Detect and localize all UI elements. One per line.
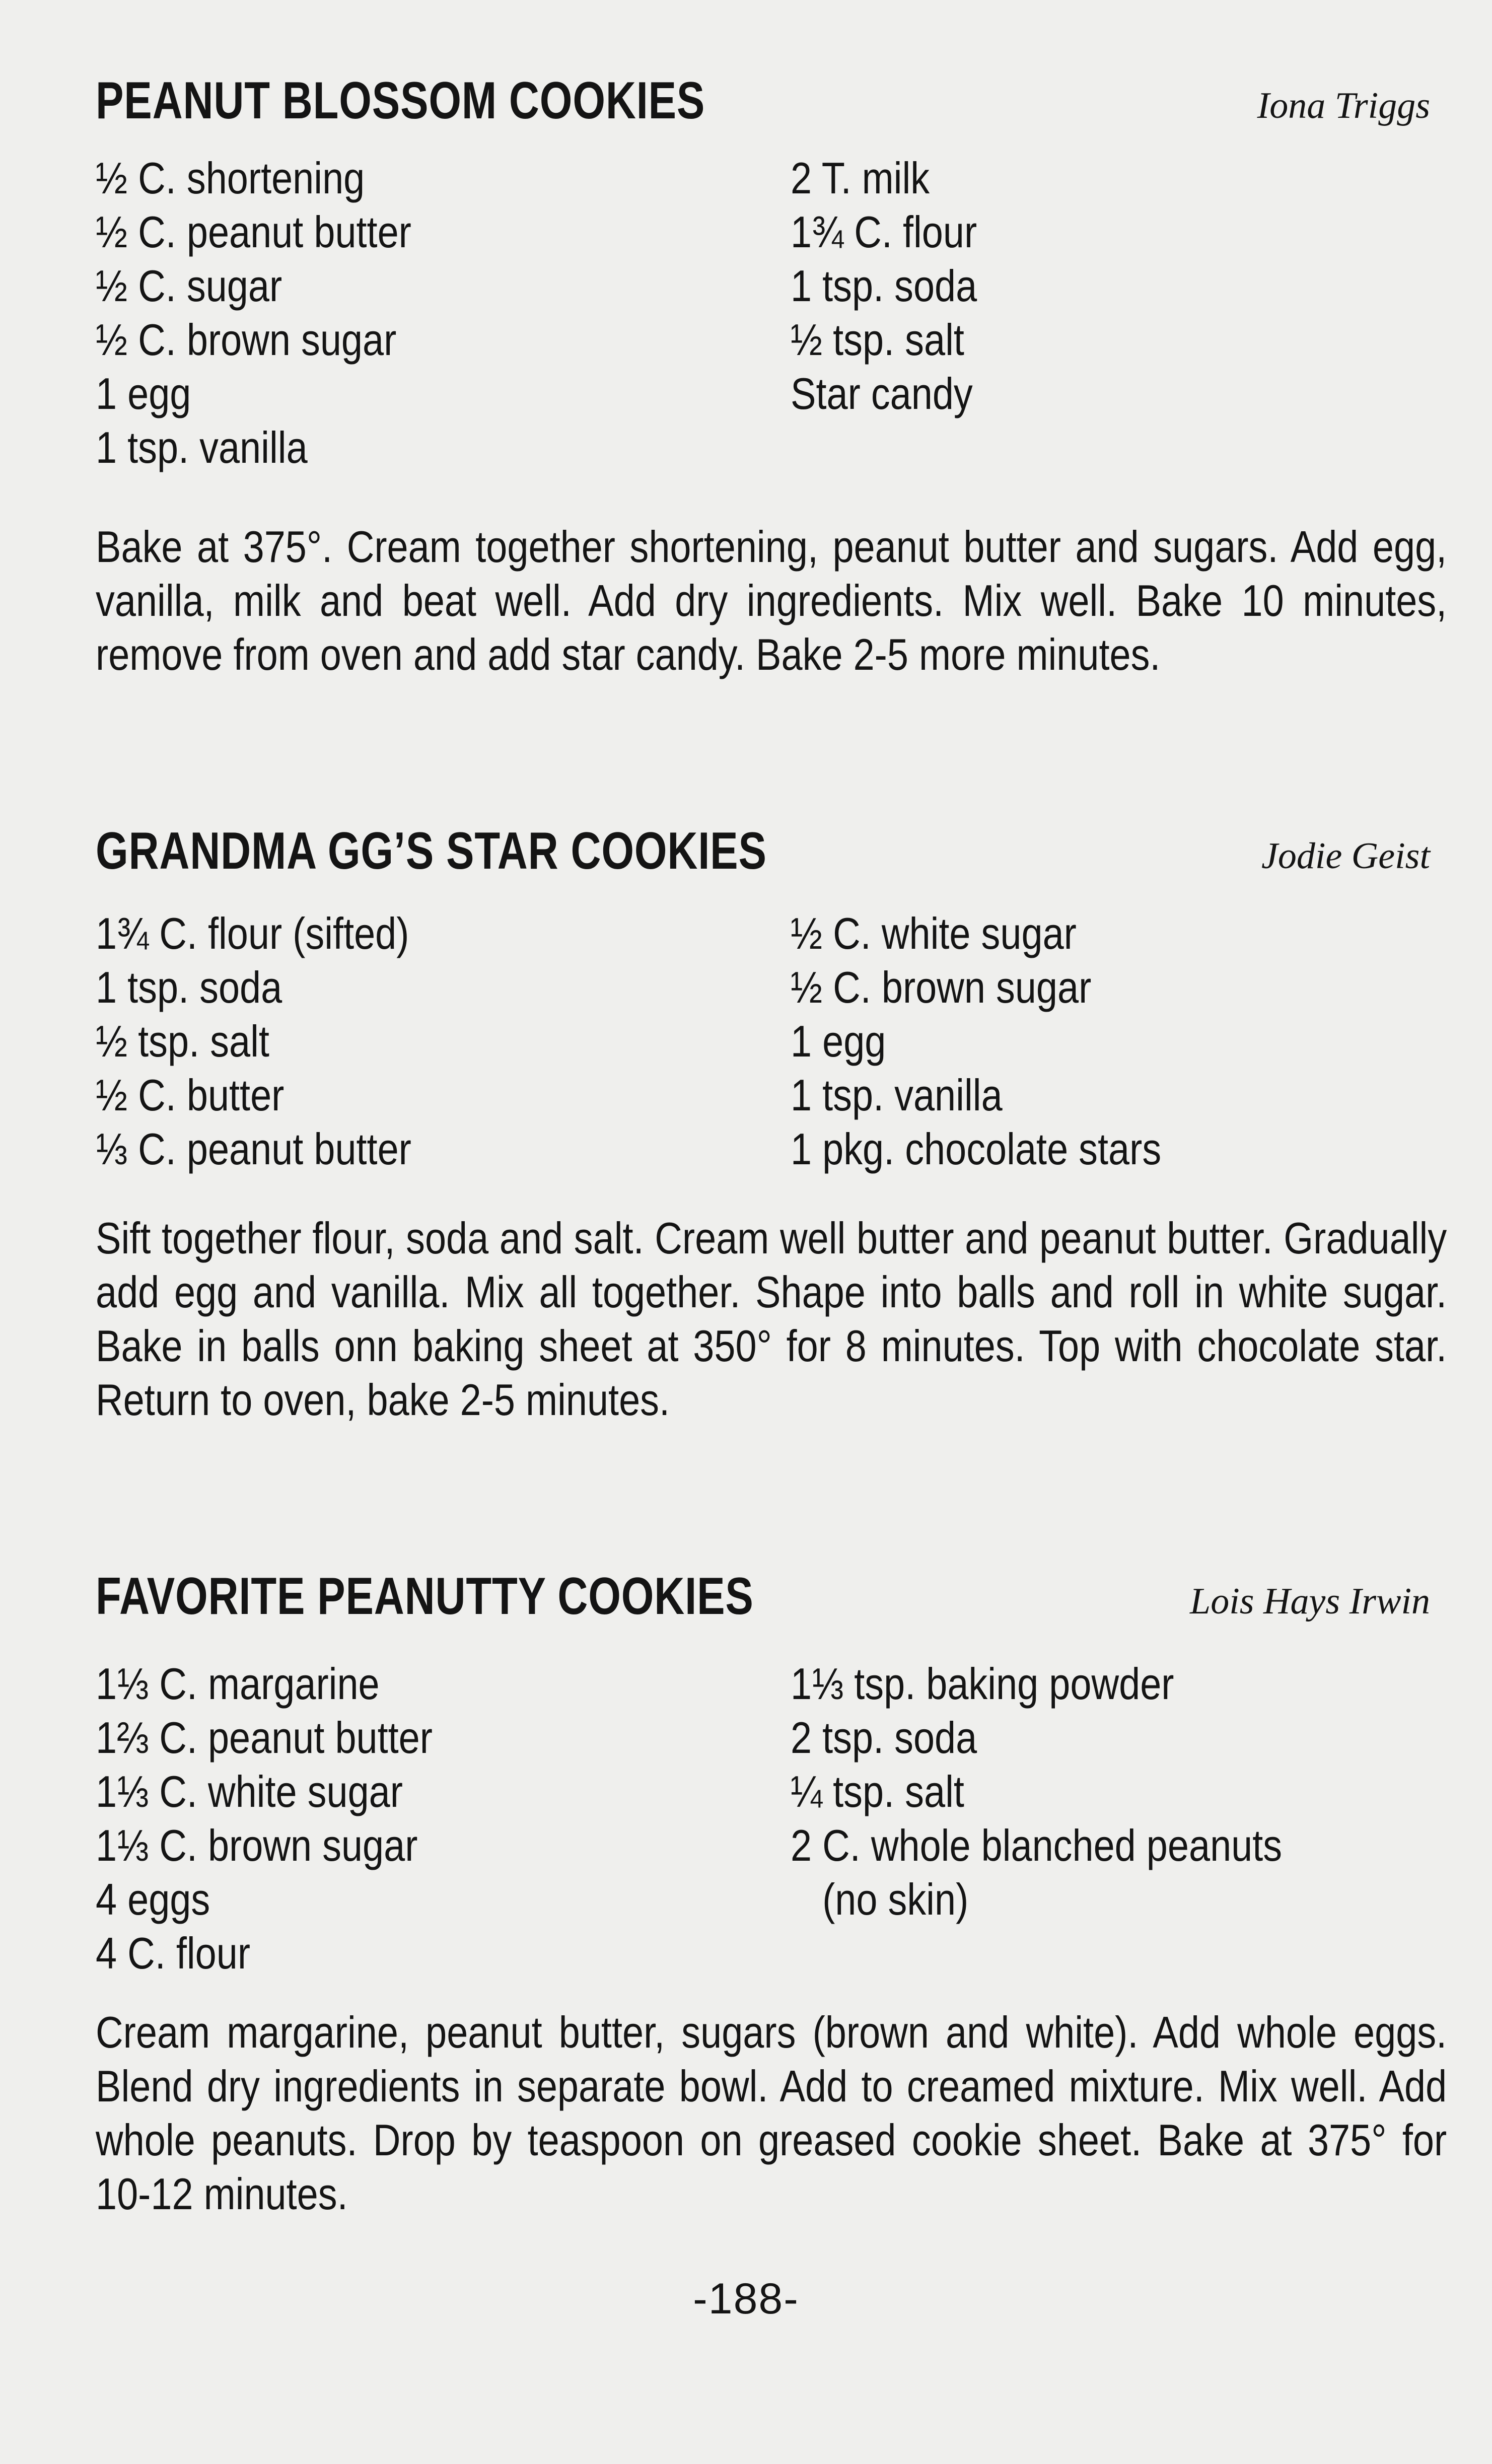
ingredient-item: 2 T. milk bbox=[791, 153, 930, 203]
ingredient-item: ½ tsp. salt bbox=[96, 1016, 269, 1066]
ingredient-list bbox=[96, 1657, 1445, 1980]
ingredient-item: 1⅔ C. peanut butter bbox=[96, 1713, 433, 1763]
ingredient-item: ½ C. brown sugar bbox=[791, 962, 1092, 1012]
ingredient-item: 1⅓ C. brown sugar bbox=[96, 1820, 418, 1870]
ingredient-list bbox=[96, 906, 1445, 1176]
ingredient-item: 1⅓ tsp. baking powder bbox=[791, 1659, 1174, 1709]
ingredient-item: 1 pkg. chocolate stars bbox=[791, 1124, 1162, 1174]
ingredient-item: Star candy bbox=[791, 369, 973, 418]
recipe-directions: Cream margarine, peanut butter, sugars (brown and white). Add whole eggs. Blend dry ingredients in separate bowl. Add to creamed mixture. Mix well. Add whole peanuts. Drop by teaspoon on greased cookie sheet. Bake at 375° for 10-12 minutes. bbox=[96, 2007, 1447, 2219]
ingredient-item: ½ C. peanut butter bbox=[96, 207, 411, 257]
ingredient-item: ½ C. white sugar bbox=[791, 908, 1077, 958]
ingredient-item: 1¾ C. flour bbox=[791, 207, 977, 257]
ingredient-item: 1 tsp. soda bbox=[96, 962, 282, 1012]
recipe-header bbox=[96, 1561, 1445, 1642]
ingredient-item: ½ tsp. salt bbox=[791, 315, 964, 365]
page-edge-tab-mark bbox=[28, 191, 58, 786]
ingredient-column-right bbox=[791, 1657, 1445, 1980]
ingredient-item: (no skin) bbox=[791, 1874, 969, 1924]
recipe-directions: Bake at 375°. Cream together shortening, peanut butter and sugars. Add egg, vanilla, milk and beat well. Add dry ingredients. Mix well. Bake 10 minutes, remove from oven and add star candy. Bake 2-5 more minutes. bbox=[96, 522, 1447, 679]
ingredient-item: 4 C. flour bbox=[96, 1928, 251, 1978]
ingredient-item: 1¾ C. flour (sifted) bbox=[96, 908, 409, 958]
ingredient-column-right bbox=[791, 906, 1445, 1176]
ingredient-item: 1⅓ C. margarine bbox=[96, 1659, 380, 1709]
ingredient-item: ⅓ C. peanut butter bbox=[96, 1124, 411, 1174]
ingredient-item: 1 egg bbox=[791, 1016, 886, 1066]
recipe-grandma-ggs-star-cookies bbox=[96, 816, 1445, 1427]
ingredient-item: 2 C. whole blanched peanuts bbox=[791, 1820, 1283, 1870]
ingredient-item: ½ C. butter bbox=[96, 1070, 285, 1120]
ingredient-item: ½ C. brown sugar bbox=[96, 315, 397, 365]
ingredient-column-right bbox=[791, 151, 1445, 474]
recipe-peanut-blossom-cookies bbox=[96, 65, 1445, 681]
recipe-title: GRANDMA GG’S STAR COOKIES bbox=[96, 822, 767, 880]
ingredient-list bbox=[96, 151, 1445, 474]
ingredient-item: ½ C. sugar bbox=[96, 261, 282, 311]
ingredient-item: ½ C. shortening bbox=[96, 153, 365, 203]
ingredient-item: 1 tsp. vanilla bbox=[96, 423, 308, 472]
page-number: -188- bbox=[693, 2275, 799, 2323]
ingredient-item: ¼ tsp. salt bbox=[791, 1767, 964, 1816]
recipe-directions: Sift together flour, soda and salt. Cream well butter and peanut butter. Gradually add egg and vanilla. Mix all together. Shape into balls and roll in white sugar. Bake in balls onn baking sheet at 350° for 8 minutes. Top with chocolate star. Return to oven, bake 2-5 minutes. bbox=[96, 1213, 1447, 1425]
recipe-title: FAVORITE PEANUTTY COOKIES bbox=[96, 1567, 754, 1626]
recipe-favorite-peanutty-cookies bbox=[96, 1561, 1445, 2221]
ingredient-item: 1 tsp. soda bbox=[791, 261, 977, 311]
ingredient-column-left bbox=[96, 1657, 791, 1980]
recipe-author: Iona Triggs bbox=[1257, 85, 1430, 126]
ingredient-item: 1 egg bbox=[96, 369, 191, 418]
ingredient-item: 2 tsp. soda bbox=[791, 1713, 977, 1763]
ingredient-item: 4 eggs bbox=[96, 1874, 210, 1924]
recipe-author: Jodie Geist bbox=[1261, 835, 1430, 877]
ingredient-item: 1 tsp. vanilla bbox=[791, 1070, 1003, 1120]
ingredient-item: 1⅓ C. white sugar bbox=[96, 1767, 403, 1816]
ingredient-column-left bbox=[96, 151, 791, 474]
recipe-header bbox=[96, 65, 1445, 146]
recipe-author: Lois Hays Irwin bbox=[1190, 1581, 1430, 1622]
recipe-header bbox=[96, 816, 1445, 896]
recipe-title: PEANUT BLOSSOM COOKIES bbox=[96, 72, 705, 130]
ingredient-column-left bbox=[96, 906, 791, 1176]
